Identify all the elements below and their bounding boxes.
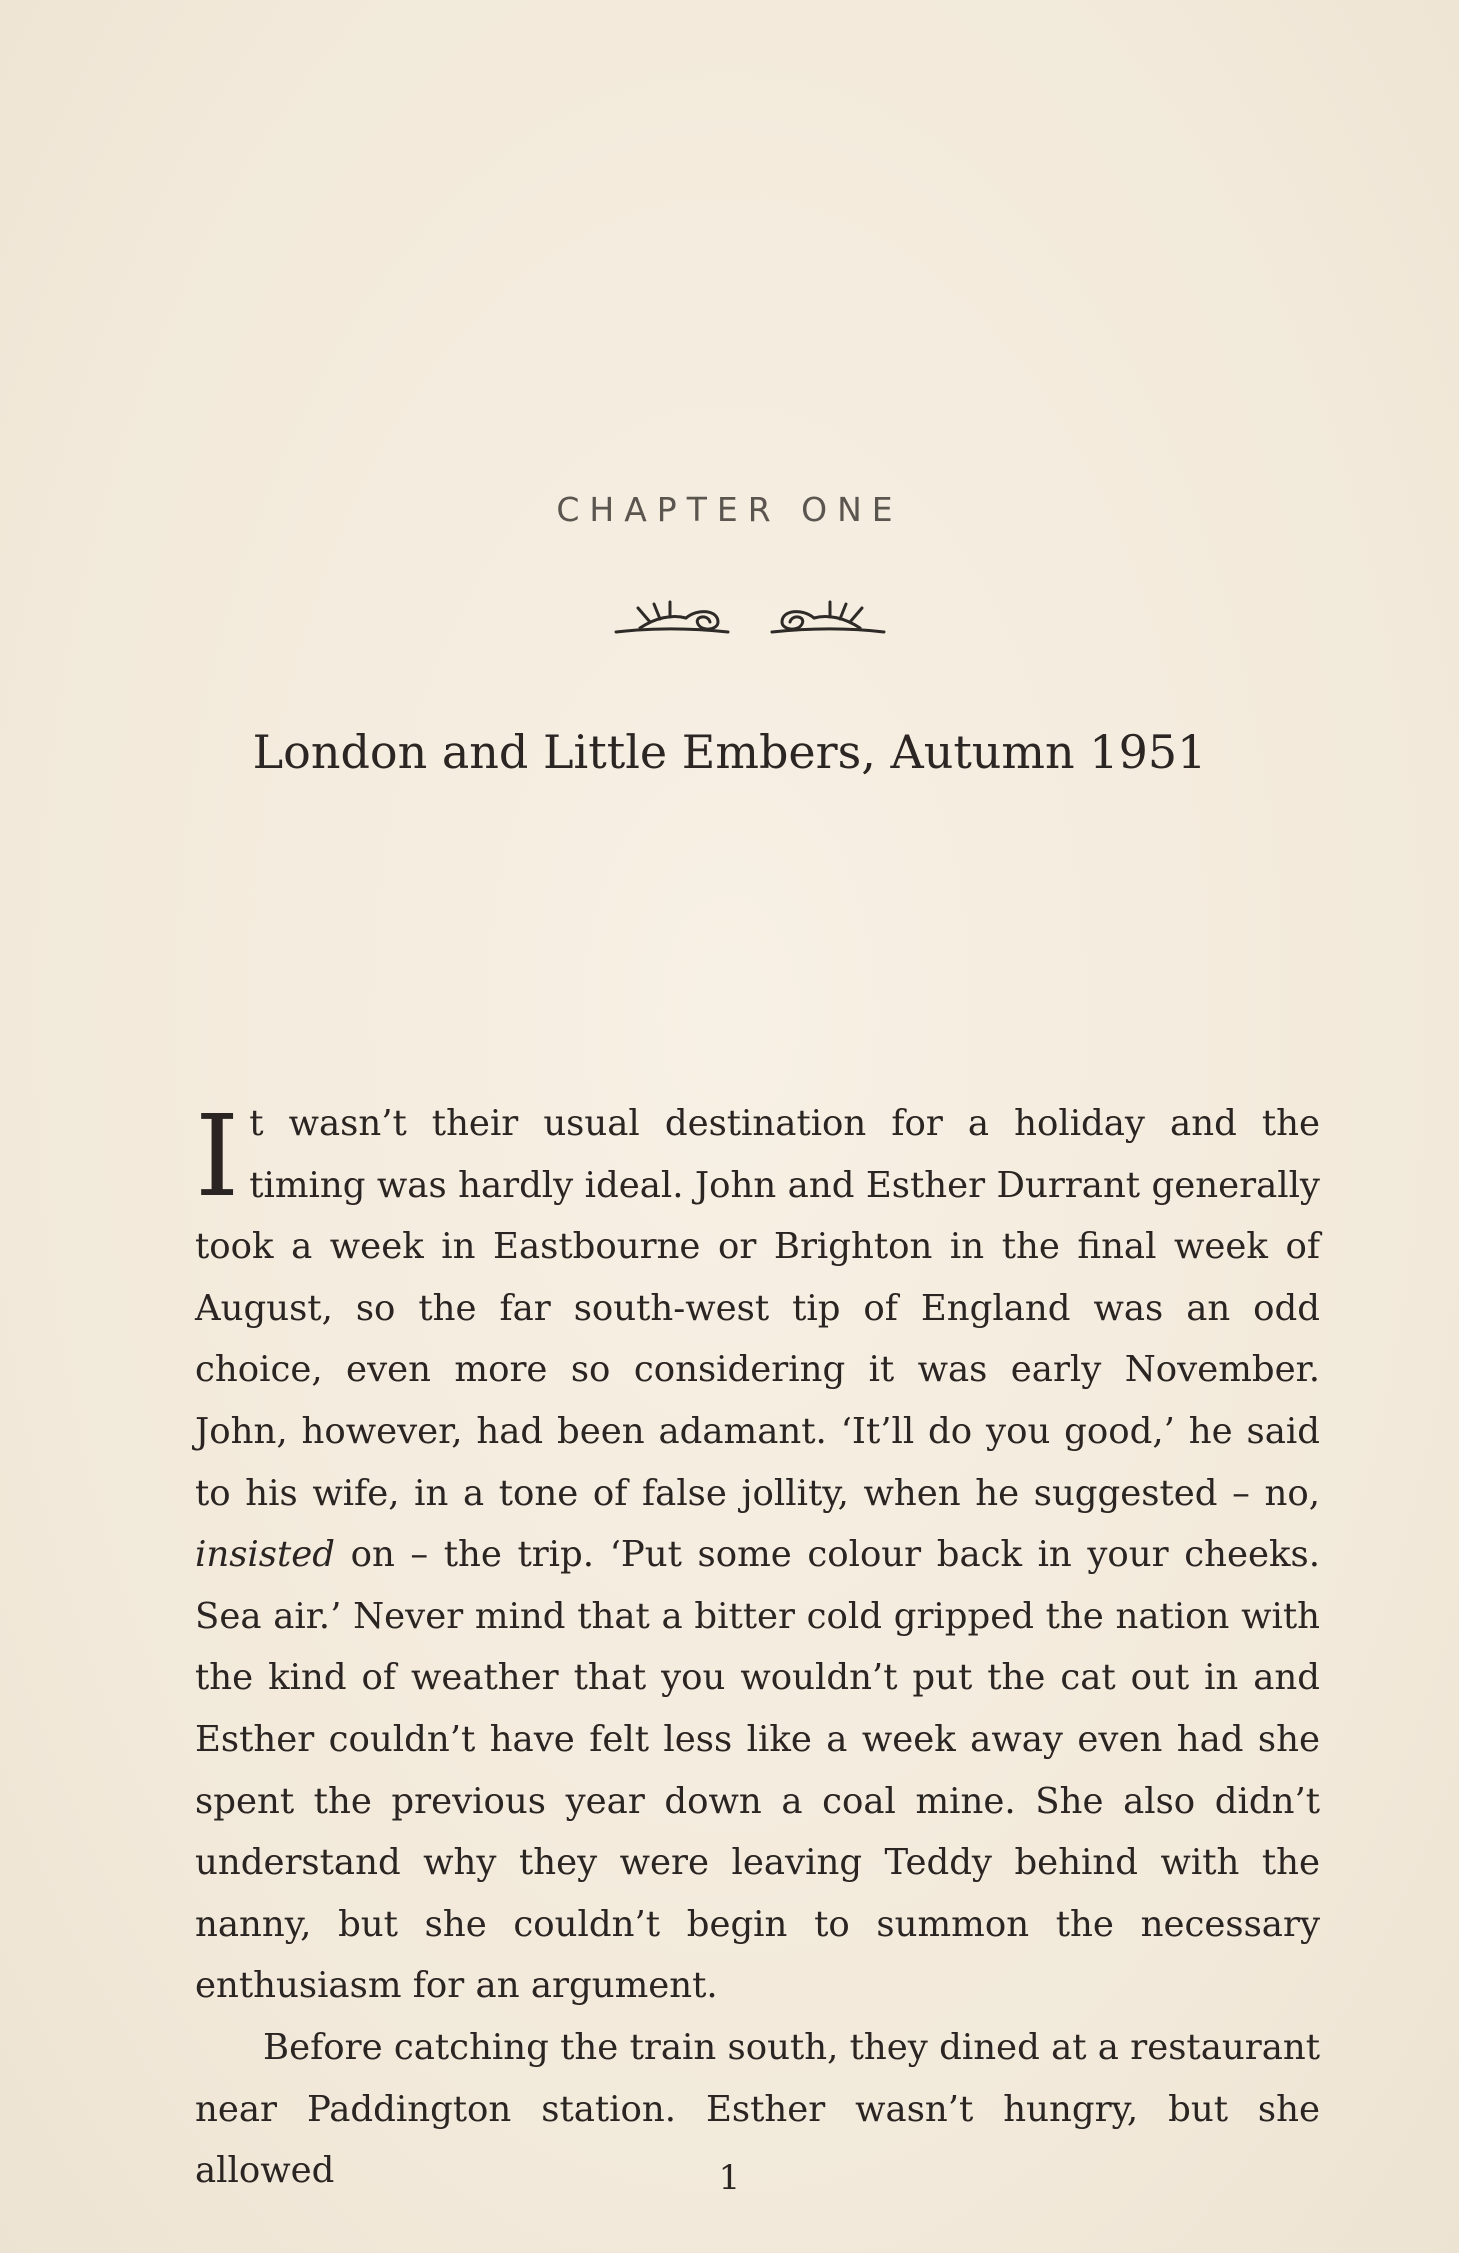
chapter-title: London and Little Embers, Autumn 1951 (252, 725, 1207, 779)
scroll-flourish-icon (610, 588, 890, 644)
paragraph (195, 1093, 1320, 2017)
page-number: 1 (718, 2158, 741, 2198)
body-text (195, 1093, 1320, 2202)
chapter-label: CHAPTER ONE (556, 490, 903, 529)
emphasis-text: insisted (195, 1534, 336, 1576)
paragraph-text: t wasn’t their usual destination for a holiday and the timing was hardly ideal. John and Esther Durrant generally took a week in Eastbourne or Brighton in the final week of August, so the far south-west tip of England was an odd choice, even more so considering it was early November. John, however, had been adamant. ‘It’ll do you good,’ he said to his wife, in a tone of false jollity, when he suggested – no, (195, 1103, 1320, 1514)
drop-cap: I (195, 1092, 240, 1222)
paragraph-text: on – the trip. ‘Put some colour back in your cheeks. Sea air.’ Never mind that a bitter cold gripped the nation with the kind of weather that you wouldn’t put the cat out in and Esther couldn’t have felt less like a week away even had she spent the previous year down a coal mine. She also didn’t understand why they were leaving Teddy behind with the nanny, but she couldn’t begin to summon the necessary enthusiasm for an argument. (195, 1534, 1320, 2007)
paragraph: Before catching the train south, they dined at a restaurant near Paddington station. Esther wasn’t hungry, but she allowed (195, 2026, 1320, 2192)
